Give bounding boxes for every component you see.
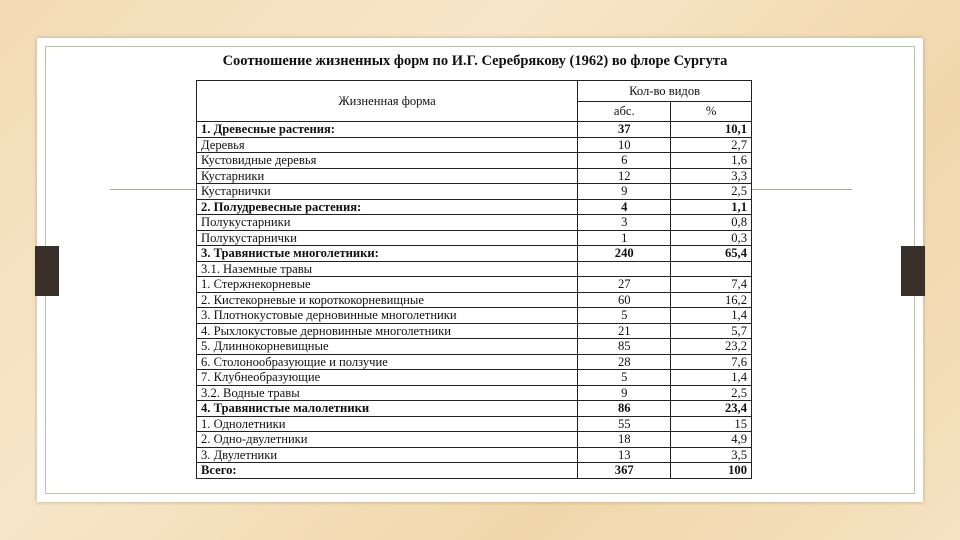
row-name-cell: 3.2. Водные травы [197, 385, 578, 401]
row-pct-cell: 2,7 [671, 137, 752, 153]
table-row [197, 416, 752, 432]
row-pct-cell: 23,4 [671, 401, 752, 417]
table-row [197, 308, 752, 324]
row-pct-cell: 16,2 [671, 292, 752, 308]
row-name-cell: 3. Двулетники [197, 447, 578, 463]
row-abs-cell: 60 [578, 292, 671, 308]
row-name-cell: 3. Травянистые многолетники: [197, 246, 578, 262]
row-abs-cell: 21 [578, 323, 671, 339]
row-name-cell: Полукустарнички [197, 230, 578, 246]
row-pct-cell: 2,5 [671, 385, 752, 401]
row-name-cell: 2. Одно-двулетники [197, 432, 578, 448]
row-abs-cell: 55 [578, 416, 671, 432]
header-abs: абс. [578, 101, 671, 122]
row-abs-cell: 28 [578, 354, 671, 370]
table-title: Соотношение жизненных форм по И.Г. Серебрякову (1962) во флоре Сургута [222, 53, 728, 69]
row-pct-cell: 1,1 [671, 199, 752, 215]
row-pct-cell: 0,3 [671, 230, 752, 246]
table-row [197, 168, 752, 184]
table-row [197, 354, 752, 370]
row-abs-cell: 6 [578, 153, 671, 169]
row-abs-cell [578, 261, 671, 277]
row-pct-cell: 1,6 [671, 153, 752, 169]
row-name-cell: 7. Клубнеобразующие [197, 370, 578, 386]
row-abs-cell: 13 [578, 447, 671, 463]
table-row [197, 432, 752, 448]
table-row [197, 199, 752, 215]
table-row [197, 153, 752, 169]
row-name-cell: Кустарнички [197, 184, 578, 200]
table-row [197, 122, 752, 138]
row-name-cell: Полукустарники [197, 215, 578, 231]
table-row [197, 277, 752, 293]
decorative-rule-right [752, 189, 852, 190]
table-row [197, 447, 752, 463]
table-row [197, 339, 752, 355]
table-row [197, 261, 752, 277]
row-name-cell: 3.1. Наземные травы [197, 261, 578, 277]
decorative-tab-left [35, 246, 59, 296]
row-name-cell: 5. Длиннокорневищные [197, 339, 578, 355]
row-abs-cell: 18 [578, 432, 671, 448]
row-abs-cell: 5 [578, 308, 671, 324]
row-pct-cell: 2,5 [671, 184, 752, 200]
row-name-cell: Всего: [197, 463, 578, 479]
header-pct: % [671, 101, 752, 122]
row-pct-cell: 0,8 [671, 215, 752, 231]
row-pct-cell: 7,6 [671, 354, 752, 370]
row-abs-cell: 1 [578, 230, 671, 246]
row-name-cell: 1. Стержнекорневые [197, 277, 578, 293]
row-name-cell: 3. Плотнокустовые дерновинные многолетники [197, 308, 578, 324]
table-row [197, 292, 752, 308]
header-row [197, 81, 752, 102]
row-pct-cell: 23,2 [671, 339, 752, 355]
row-name-cell: 1. Однолетники [197, 416, 578, 432]
row-abs-cell: 9 [578, 385, 671, 401]
decorative-rule-left [110, 189, 196, 190]
row-abs-cell: 10 [578, 137, 671, 153]
row-abs-cell: 85 [578, 339, 671, 355]
table-row [197, 385, 752, 401]
row-abs-cell: 12 [578, 168, 671, 184]
row-name-cell: 6. Столонообразующие и ползучие [197, 354, 578, 370]
row-name-cell: 1. Древесные растения: [197, 122, 578, 138]
row-abs-cell: 240 [578, 246, 671, 262]
row-name-cell: Деревья [197, 137, 578, 153]
row-name-cell: 2. Кистекорневые и короткокорневищные [197, 292, 578, 308]
row-name-cell: 2. Полудревесные растения: [197, 199, 578, 215]
life-forms-table [196, 80, 752, 479]
row-abs-cell: 9 [578, 184, 671, 200]
decorative-tab-right [901, 246, 925, 296]
row-pct-cell: 100 [671, 463, 752, 479]
row-pct-cell: 1,4 [671, 308, 752, 324]
row-name-cell: 4. Травянистые малолетники [197, 401, 578, 417]
row-pct-cell: 3,3 [671, 168, 752, 184]
table-row [197, 401, 752, 417]
row-abs-cell: 3 [578, 215, 671, 231]
row-abs-cell: 5 [578, 370, 671, 386]
table-row [197, 184, 752, 200]
table-row [197, 215, 752, 231]
row-pct-cell: 1,4 [671, 370, 752, 386]
header-species-count: Кол-во видов [578, 81, 752, 102]
table-row [197, 230, 752, 246]
row-name-cell: 4. Рыхлокустовые дерновинные многолетники [197, 323, 578, 339]
row-pct-cell: 15 [671, 416, 752, 432]
row-name-cell: Кустовидные деревья [197, 153, 578, 169]
table-row [197, 246, 752, 262]
row-pct-cell [671, 261, 752, 277]
header-life-form: Жизненная форма [197, 81, 578, 122]
row-abs-cell: 86 [578, 401, 671, 417]
row-abs-cell: 27 [578, 277, 671, 293]
row-pct-cell: 65,4 [671, 246, 752, 262]
row-pct-cell: 3,5 [671, 447, 752, 463]
table-row [197, 370, 752, 386]
row-pct-cell: 10,1 [671, 122, 752, 138]
row-abs-cell: 37 [578, 122, 671, 138]
table-row [197, 463, 752, 479]
row-abs-cell: 4 [578, 199, 671, 215]
row-name-cell: Кустарники [197, 168, 578, 184]
row-pct-cell: 5,7 [671, 323, 752, 339]
row-pct-cell: 4,9 [671, 432, 752, 448]
row-abs-cell: 367 [578, 463, 671, 479]
table-row [197, 323, 752, 339]
row-pct-cell: 7,4 [671, 277, 752, 293]
table-row [197, 137, 752, 153]
